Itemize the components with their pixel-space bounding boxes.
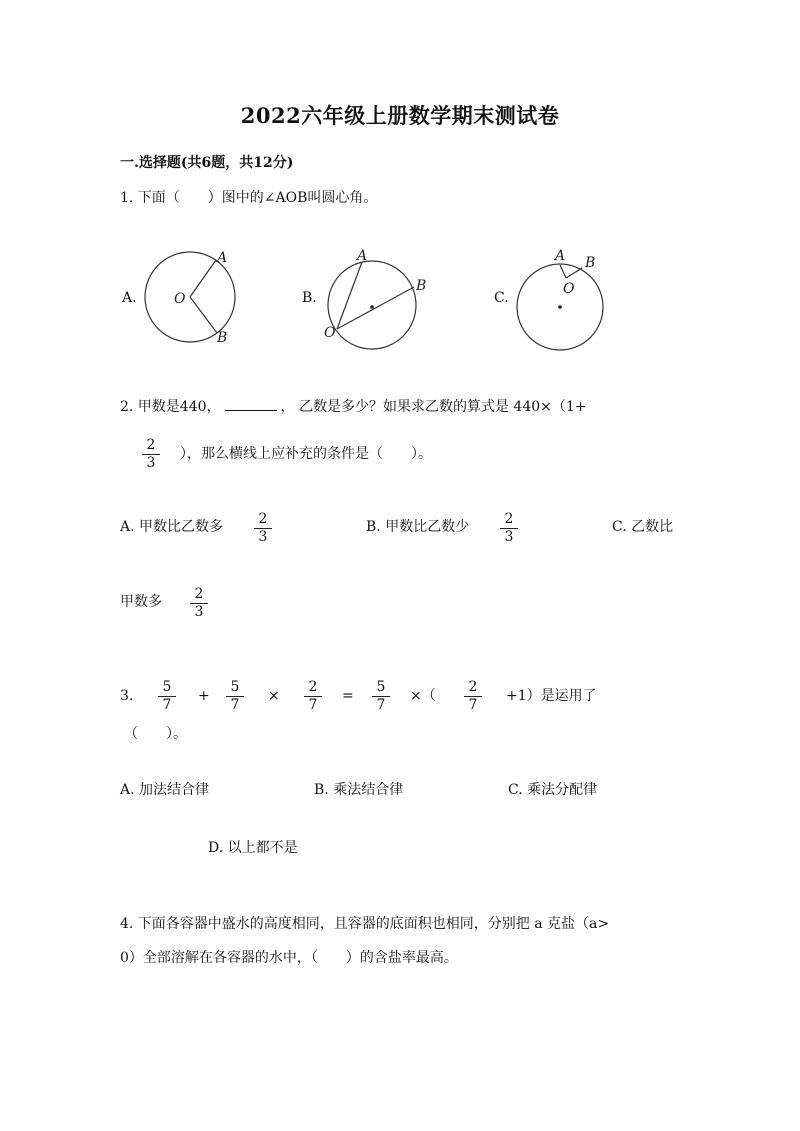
q3-fraction-2: $\frac{5}{7}$ — [226, 680, 244, 713]
chord-oa — [337, 262, 362, 329]
chord-ob — [337, 287, 414, 329]
point-b-label: B — [217, 330, 228, 346]
q1-option-a-label: A. — [122, 290, 137, 306]
q2-option-a-fraction: $\frac{2}{3}$ — [254, 512, 272, 545]
q2-option-c-fraction: $\frac{2}{3}$ — [190, 587, 208, 620]
q4-line2: 0）全部溶解在各容器的水中，（ ）的含盐率最高。 — [120, 950, 458, 966]
q2-fraction: $\frac{2}{3}$ — [142, 438, 160, 471]
q3-fraction-3: $\frac{2}{7}$ — [304, 680, 322, 713]
point-o-label: O — [563, 281, 575, 297]
q1-figure-b — [320, 245, 435, 355]
q2-option-b: B. 甲数比乙数少 — [366, 519, 470, 535]
q2-option-c: C. 乙数比 — [612, 519, 674, 535]
q3-line2: （ ）。 — [124, 726, 187, 742]
q1-option-b-label: B. — [302, 290, 317, 306]
segment-a-o — [560, 265, 566, 278]
radius-oa — [190, 260, 216, 297]
q1-stem: 1. 下面（ ）图中的∠AOB叫圆心角。 — [120, 190, 378, 206]
q2-option-a: A. 甲数比乙数多 — [120, 519, 224, 535]
section-header: 一.选择题(共6题，共12分) — [120, 155, 294, 171]
q1-figure-a — [140, 245, 250, 350]
point-a-label: A — [357, 248, 368, 264]
q1-figure-c — [510, 245, 620, 355]
q3-option-d: D. 以上都不是 — [208, 840, 298, 856]
q2-blank — [225, 396, 277, 411]
q2-line1-post: ， 乙数是多少？如果求乙数的算式是 440×（1+ — [280, 399, 587, 415]
q2-option-c-cont: 甲数多 — [120, 594, 162, 610]
point-b-label: B — [416, 278, 427, 294]
q2-line1-pre: 2. 甲数是440， — [120, 399, 221, 415]
page-title: 2022六年级上册数学期末测试卷 — [240, 103, 560, 128]
q3-option-c: C. 乘法分配律 — [508, 782, 598, 798]
q1-option-c-label: C. — [494, 290, 509, 306]
radius-ob — [190, 297, 217, 333]
q3-option-a: A. 加法结合律 — [120, 782, 210, 798]
center-dot — [370, 305, 374, 309]
q3-plus: + — [198, 688, 210, 704]
point-o-label: O — [174, 291, 186, 307]
q2-line2: ），那么横线上应补充的条件是（ ）。 — [180, 446, 432, 462]
q2-option-b-fraction: $\frac{2}{3}$ — [500, 512, 518, 545]
q3-tail: +1）是运用了 — [506, 688, 597, 704]
q3-fraction-5: $\frac{2}{7}$ — [464, 680, 482, 713]
point-o-label: O — [324, 325, 336, 341]
point-b-label: B — [585, 255, 596, 271]
q3-number: 3. — [120, 688, 134, 704]
q3-option-b: B. 乘法结合律 — [314, 782, 404, 798]
segment-o-b — [566, 268, 582, 278]
q4-line1: 4. 下面各容器中盛水的高度相同，且容器的底面积也相同，分别把 a 克盐（a> — [120, 916, 610, 932]
point-a-label: A — [555, 248, 566, 264]
q3-equals: = — [342, 688, 354, 704]
q2-line1 — [120, 396, 587, 417]
q3-fraction-1: $\frac{5}{7}$ — [158, 680, 176, 713]
center-dot — [558, 305, 562, 309]
circle-b — [328, 261, 416, 349]
q3-times-open: ×（ — [410, 688, 436, 704]
q3-fraction-4: $\frac{5}{7}$ — [372, 680, 390, 713]
point-a-label: A — [217, 250, 228, 266]
q3-times: × — [268, 688, 280, 704]
